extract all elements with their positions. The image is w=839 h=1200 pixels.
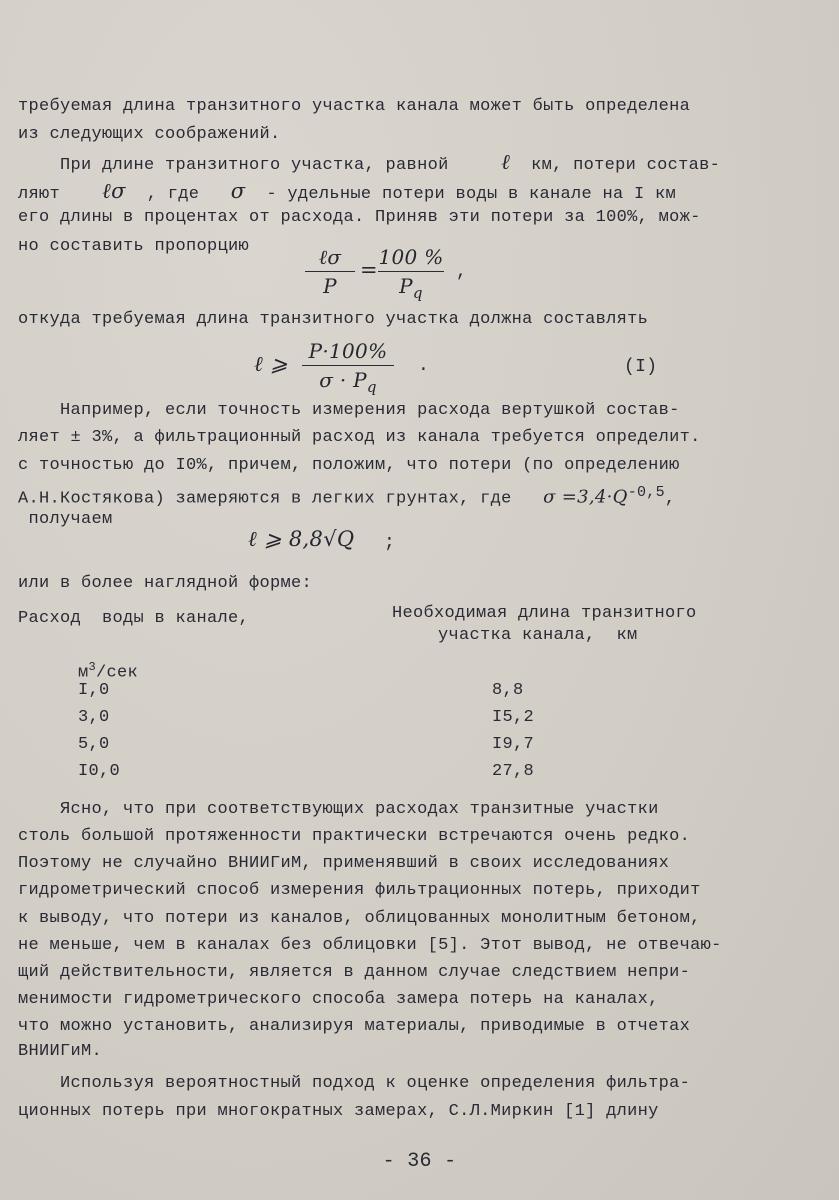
text-line: его длины в процентах от расхода. Приняв эти потери за 100%, мож-: [18, 208, 701, 227]
equation-punctuation: .: [418, 356, 430, 376]
text-line: из следующих соображений.: [18, 125, 281, 144]
equation-fraction: [302, 338, 394, 400]
equation-punctuation: ;: [384, 533, 396, 553]
text-line: Ясно, что при соответствующих расходах транзитные участки: [18, 800, 659, 819]
table-cell-length: I5,2: [492, 708, 535, 727]
table-header-length: Необходимая длина транзитного: [392, 604, 697, 623]
table-cell-length: I9,7: [492, 735, 535, 754]
text-line: ВНИИГиМ.: [18, 1042, 103, 1061]
fraction-bar: [378, 271, 444, 272]
text-line: Например, если точность измерения расхода вертушкой состав-: [18, 401, 680, 420]
unit-base: м: [78, 663, 89, 683]
text-fragment: ляют: [18, 185, 61, 204]
math-symbol: σ: [230, 180, 246, 203]
page-number: - 36 -: [382, 1150, 457, 1173]
text-line: менимости гидрометрического способа замера потерь на каналах,: [18, 990, 659, 1009]
unit-rest: /сек: [96, 663, 139, 683]
text-line: с точностью до I0%, причем, положим, что потери (по определению: [18, 456, 680, 475]
denominator-base: P: [399, 274, 413, 298]
table-cell-length: 8,8: [492, 681, 524, 700]
equation-punctuation: ,: [456, 262, 468, 282]
text-fragment: А.Н.Костякова) замеряются в легких грунтах, где: [18, 489, 512, 506]
equals-sign: =: [360, 258, 378, 282]
text-fragment: ,: [664, 489, 676, 506]
equation-fraction-lhs: [305, 244, 355, 299]
fraction-numerator: 100 %: [378, 245, 444, 269]
text-fragment: км, потери состав-: [531, 156, 721, 175]
text-line: не меньше, чем в каналах без облицовки [5]. Этот вывод, не отвечаю-: [18, 936, 722, 955]
fraction-denominator: P: [323, 274, 337, 298]
text-line: [18, 180, 818, 204]
table-header-discharge: Расход воды в канале,: [18, 609, 250, 628]
equation-number: (I): [624, 357, 658, 377]
text-line: Используя вероятностный подход к оценке определения фильтра-: [18, 1074, 691, 1093]
text-line: столь большой протяженности практически встречаются очень редко.: [18, 827, 691, 846]
text-line: ляет ± 3%, а фильтрационный расход из канала требуется определит.: [18, 428, 701, 447]
fraction-bar: [302, 365, 394, 366]
text-line: [18, 151, 818, 175]
table-cell-discharge: I0,0: [78, 762, 121, 781]
table-cell-length: 27,8: [492, 762, 535, 781]
unit-exponent: 3: [88, 660, 97, 674]
text-line: но составить пропорцию: [18, 237, 250, 256]
math-symbol: ℓ: [501, 151, 511, 174]
table-cell-discharge: 5,0: [78, 735, 110, 754]
text-fragment: - удельные потери воды в канале на I км: [266, 185, 676, 204]
text-line: получаем: [18, 510, 113, 529]
text-line: ционных потерь при многократных замерах, С.Л.Миркин [1] длину: [18, 1102, 659, 1121]
math-symbol: ℓσ: [102, 180, 126, 203]
table-cell-discharge: 3,0: [78, 708, 110, 727]
text-fragment: При длине транзитного участка, равной: [18, 156, 449, 175]
math-exponent: -0,5: [627, 484, 665, 501]
text-fragment: , где: [146, 185, 200, 204]
fraction-denominator: [302, 367, 394, 400]
fraction-numerator: P·100%: [308, 339, 388, 363]
fraction-denominator: [378, 273, 444, 306]
text-line: гидрометрический способ измерения фильтрационных потерь, приходит: [18, 881, 701, 900]
text-line: или в более наглядной форме:: [18, 574, 313, 593]
denominator-subscript: q: [366, 378, 377, 396]
denominator-subscript: q: [412, 284, 423, 302]
fraction-bar: [305, 271, 355, 272]
text-line: щий действительности, является в данном случае следствием непри-: [18, 963, 691, 982]
text-line: Поэтому не случайно ВНИИГиМ, применявший в своих исследованиях: [18, 854, 670, 873]
equation-inline: ℓ ⩾ 8,8√Q: [248, 527, 355, 551]
fraction-numerator: ℓσ: [318, 245, 342, 269]
equation-fraction-rhs: [378, 244, 444, 306]
text-line: откуда требуемая длина транзитного участка должна составлять: [18, 310, 649, 329]
equation-lhs: ℓ ⩾: [254, 352, 288, 376]
table-header-length-line2: участка канала, км: [438, 626, 638, 645]
text-line: требуемая длина транзитного участка канала может быть определена: [18, 97, 691, 116]
denominator-base: σ · P: [319, 368, 367, 392]
table-cell-discharge: I,0: [78, 681, 110, 700]
text-line: [18, 482, 818, 506]
text-line: к выводу, что потери из каналов, облицованных монолитным бетоном,: [18, 909, 701, 928]
math-expression: σ =3,4·Q: [543, 486, 628, 506]
text-line: что можно установить, анализируя материалы, приводимые в отчетах: [18, 1017, 691, 1036]
